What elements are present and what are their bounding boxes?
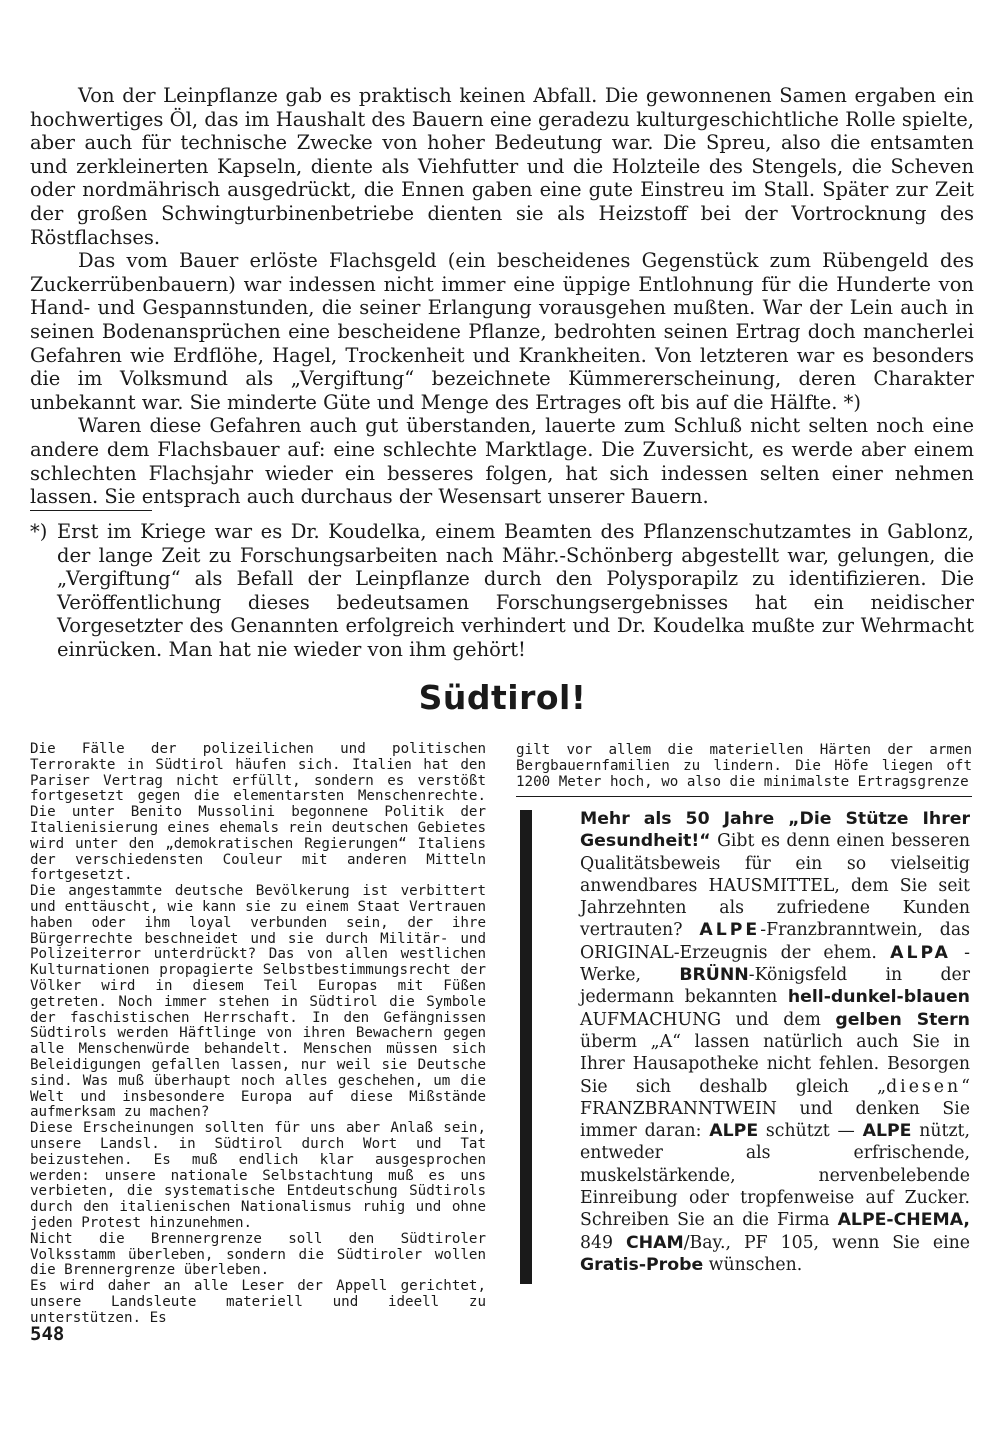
ad-text: Gibt es denn einen besseren Qualitätsbeweis für ein so vielseitig anwendbares HAUSMITTEL, dem Sie seit Jahrzehnten als zufriedene Kunden vertrauten? bbox=[580, 831, 970, 941]
column-divider bbox=[516, 796, 972, 797]
footnote bbox=[30, 520, 974, 662]
ad-emphasis: BRÜNN bbox=[679, 965, 749, 986]
article-paragraph: Die Fälle der polizeilichen und politischen Terrorakte in Südtirol häufen sich. Italien hat den Pariser Vertrag nicht erfüllt, sondern es verstößt fortgesetzt gegen die elementarsten Menschenrechte. Die unter Benito Mussolini begonnene Politik der Italienisierung eines ehemals rein deutschen Gebietes wird unter den „demokratischen Regierungen“ Italiens der verschiedensten Couleur mit anderen Mitteln fortgesetzt. bbox=[30, 741, 486, 884]
section-headline: Südtirol! bbox=[418, 678, 587, 717]
ad-spaced-word: diesen bbox=[886, 1076, 962, 1097]
flax-article bbox=[30, 84, 974, 509]
article-paragraph: Diese Erscheinungen sollten für uns aber Anlaß sein, unsere Landsl. in Südtirol durch Wort und Tat beizustehen. Es muß endlich klar ausgesprochen werden: unsere nationale Selbstachtung muß es uns verbieten, die systematische Entdeutschung Südtirols durch den italienischen Nationalismus ruhig und ohne jeden Protest hinzunehmen. bbox=[30, 1120, 486, 1231]
ad-brand: ALPE bbox=[699, 920, 761, 941]
ad-text: -Franzbranntwein, das ORIGINAL-Erzeugnis der ehem. bbox=[580, 920, 971, 963]
ad-text: -Königsfeld in der jedermann bekannten bbox=[580, 965, 970, 1008]
ad-brand: ALPE bbox=[709, 1121, 759, 1142]
footnote-divider bbox=[30, 510, 152, 511]
alpe-advertisement bbox=[580, 808, 970, 1276]
article-paragraph: Die angestammte deutsche Bevölkerung ist verbittert und enttäuscht, wie kann sie zu einem Staat Vertrauen haben oder ihm loyal verbunden sein, der ihre Bürgerrechte beschneidet und sie durch Militär- und Polizeiterror unterdrückt? Das von allen westlichen Kulturnationen propagierte Selbstbestimmungsrecht der Völker wird in diesem Teil Europas mit Füßen getreten. Noch immer stehen in Südtirol die Symbole der faschistischen Herrschaft. In den Gefängnissen Südtirols werden Häftlinge von ihren Bewachern gegen alle Menschenwürde behandelt. Menschen müssen sich Beleidigungen gefallen lassen, nur weil sie Deutsche sind. Was muß überhaupt noch alles geschehen, um die Welt und insbesondere Europa auf diese Mißstände aufmerksam zu machen? bbox=[30, 883, 486, 1121]
ad-text: wünschen. bbox=[703, 1254, 803, 1275]
page-number: 548 bbox=[30, 1323, 65, 1345]
suedtirol-article-continuation: gilt vor allem die materiellen Härten der armen Bergbauernfamilien zu lindern. Die Höfe liegen oft 1200 Meter hoch, wo also die minimalste Ertragsgrenze bbox=[516, 742, 972, 790]
ad-text: 849 bbox=[580, 1232, 626, 1253]
ad-text: schützt — bbox=[758, 1121, 863, 1142]
ad-text: “ FRANZBRANNTWEIN und denken Sie immer daran: bbox=[580, 1076, 970, 1142]
ad-emphasis: gelben Stern bbox=[835, 1009, 970, 1030]
ad-text: überm „A“ lassen natürlich auch Sie in Ihrer Hausapotheke nicht fehlen. Besorgen Sie sich deshalb gleich „ bbox=[580, 1031, 970, 1097]
ad-text: nützt, entweder als erfrischende, muskelstärkende, nervenbelebende Einreibung oder tropfenweise auf Zucker. Schreiben Sie an die Firma bbox=[580, 1121, 970, 1231]
ad-emphasis: Gratis-Probe bbox=[580, 1254, 704, 1275]
ad-city: CHAM bbox=[625, 1232, 684, 1253]
ad-text: /Bay., PF 105, wenn Sie eine bbox=[683, 1232, 970, 1253]
article-paragraph: Das vom Bauer erlöste Flachsgeld (ein bescheidenes Gegenstück zum Rübengeld des Zuckerrübenbauern) war indessen nicht immer eine üppige Entlohnung für die Hunderte von Hand- und Gespannstunden, die seiner Erlangung vorausgehen mußten. War der Lein auch in seinen Bodenansprüchen eine bescheidene Pflanze, bedrohten seinen Ertrag doch mancherlei Gefahren wie Erdflöhe, Hagel, Trockenheit und Krankheiten. Von letzteren war es besonders die im Volksmund als „Vergiftung“ bezeichnete Kümmererscheinung, deren Charakter unbekannt war. Sie minderte Güte und Menge des Ertrages oft bis auf die Hälfte. *) bbox=[30, 249, 974, 414]
ad-emphasis: hell-dunkel-blauen bbox=[787, 987, 970, 1008]
ad-brand: ALPA bbox=[890, 942, 951, 963]
article-paragraph: Waren diese Gefahren auch gut überstanden, lauerte zum Schluß nicht selten noch eine andere dem Flachsbauer auf: eine schlechte Marktlage. Die Zuversicht, es werde aber einem schlechten Flachsjahr wieder ein besseres folgen, hat sich indessen selten einer nehmen lassen. Sie entsprach auch durchaus der Wesensart unserer Bauern. bbox=[30, 414, 974, 509]
footnote-mark: *) bbox=[30, 520, 48, 543]
ad-headline: Mehr als 50 Jahre „Die Stütze Ihrer Gesundheit!“ bbox=[580, 809, 970, 852]
article-paragraph: Von der Leinpflanze gab es praktisch keinen Abfall. Die gewonnenen Samen ergaben ein hochwertiges Öl, das im Haushalt des Bauern eine geradezu kulturgeschichtliche Rolle spielte, aber auch für technische Zwecke von hoher Bedeutung war. Die Spreu, also die entsamten und zerkleinerten Kapseln, diente als Viehfutter und die Holzteile des Stengels, die Scheven oder nordmährisch ausgedrückt, die Ennen gaben eine gute Einstreu im Stall. Später zur Zeit der großen Schwingturbinenbetriebe dienten sie als Heizstoff bei der Vortrocknung des Röstflachses. bbox=[30, 84, 974, 249]
article-paragraph: Nicht die Brennergrenze soll den Südtiroler Volksstamm überleben, sondern die Südtiroler wollen die Brennergrenze überleben. bbox=[30, 1230, 486, 1279]
advertisement-bar bbox=[520, 810, 532, 1284]
ad-brand: ALPE bbox=[862, 1121, 912, 1142]
ad-company: ALPE-CHEMA, bbox=[837, 1210, 970, 1231]
suedtirol-article-left-column bbox=[30, 742, 486, 1326]
article-paragraph: Es wird daher an alle Leser der Appell gerichtet, unsere Landsleute materiell und ideell zu unterstützen. Es bbox=[30, 1278, 486, 1326]
ad-text: - Werke, bbox=[580, 942, 970, 986]
footnote-text: Erst im Kriege war es Dr. Koudelka, einem Beamten des Pflanzenschutzamtes in Gablonz, der lange Zeit zu Forschungsarbeiten nach Mähr.-Schönberg abgestellt war, gelungen, die „Vergiftung“ als Befall der Leinpflanze durch den Polysporapilz zu identifizieren. Die Veröffentlichung dieses bedeutsamen Forschungsergebnisses hat ein neidischer Vorgesetzter des Genannten erfolgreich verhindert und Dr. Koudelka mußte zur Wehrmacht einrücken. Man hat nie wieder von ihm gehört! bbox=[57, 520, 974, 661]
ad-text: AUFMACHUNG und dem bbox=[580, 1009, 836, 1030]
